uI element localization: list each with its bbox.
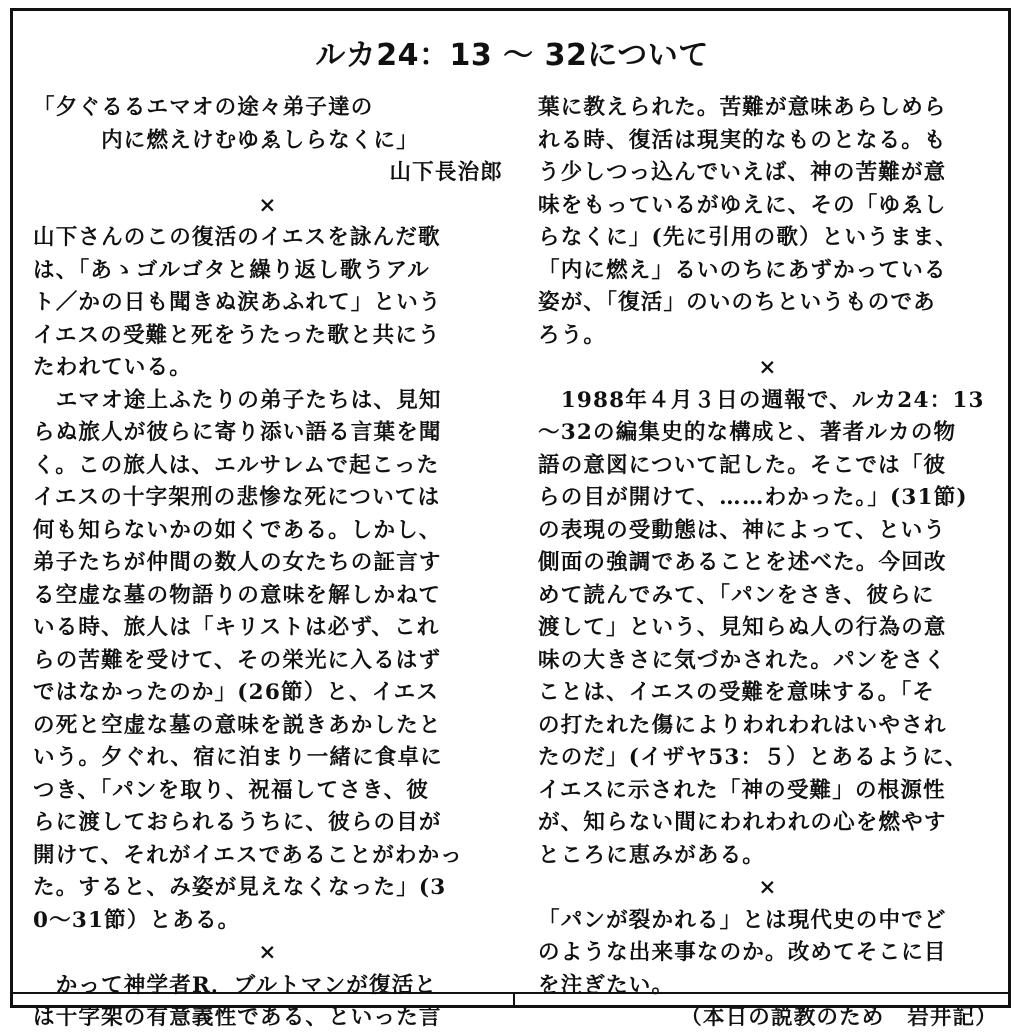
text-line: 0～31節）とある。 (33, 907, 241, 933)
text-line: 山下さんのこの復活のイエスを詠んだ歌 (33, 225, 441, 250)
text-line: ト／かの日も聞きぬ涙あふれて」という (33, 290, 442, 315)
text-line: ろう。 (538, 322, 607, 348)
text-line: 弟子たちが仲間の数人の女たちの証言す (33, 550, 442, 575)
text-line: 葉に教えられた。苦難が意味あらしめら (538, 95, 947, 120)
text-line: 何も知らないかの如くである。しかし、 (33, 517, 442, 543)
text-line: の死と空虚な墓の意味を説きあかしたと (33, 712, 442, 738)
text-line: 内に燃えけむゆゑしらなくに」 (33, 127, 419, 153)
section-separator: × (758, 355, 778, 380)
section-separator: × (758, 875, 778, 900)
text-line: る空虚な墓の物語りの意味を解しかねて (33, 582, 442, 608)
text-line: の表現の受動態は、神によって、という (538, 517, 947, 543)
text-line: らの苦難を受けて、その栄光に入るはず (33, 647, 442, 673)
text-line: たわれている。 (33, 355, 192, 380)
text-line: ～32の編集史的な構成と、著者ルカの物 (538, 420, 957, 445)
text-line: いう。夕ぐれ、宿に泊まり一緒に食卓に (33, 745, 443, 770)
text-line: 側面の強調であることを述べた。今回改 (538, 550, 947, 575)
text-line: らの目が開けて、……わかった。」(31節) (538, 485, 968, 510)
text-line: イエスの受難と死をうたった歌と共にう (33, 322, 441, 348)
text-line: 開けて、それがイエスであることがわかっ (33, 842, 464, 868)
text-line: 姿が、「復活」のいのちというものであ (538, 290, 936, 315)
text-line: た。すると、み姿が見えなくなった」(3 (33, 875, 447, 900)
text-line: を注ぎたい。 (538, 972, 675, 998)
text-line: う少しつっ込んでいえば、神の苦難が意 (538, 160, 947, 185)
text-line: 「内に燃え」るいのちにあずかっている (538, 257, 947, 283)
text-line: らに渡しておられるうちに、彼らの目が (33, 810, 442, 835)
text-line: いる時、旅人は「キリストは必ず、これ (33, 615, 440, 640)
text-line: エマオ途上ふたりの弟子たちは、見知 (33, 387, 442, 413)
text-line: 1988年４月３日の週報で、ルカ24：13 (538, 387, 985, 413)
text-line: 「夕ぐるるエマオの途々弟子達の (33, 95, 374, 120)
right-column (538, 92, 998, 1035)
text-line: ではなかったのか」(26節）と、イエス (33, 680, 440, 705)
text-line: 語の意図について記した。そこでは「彼 (538, 452, 947, 478)
text-line: の打たれた傷によりわれわれはいやされ (538, 712, 947, 738)
text-line: は十字架の有意義性である、といった言 (33, 1005, 442, 1030)
text-line: かって神学者R．ブルトマンが復活と (33, 972, 438, 998)
text-line: らなくに」(先に引用の歌）というまま、 (538, 225, 958, 250)
text-line: つき、「パンを取り、祝福してさき、彼 (33, 777, 430, 803)
text-line: 味をもっているがゆえに、その「ゆゑし (538, 192, 947, 218)
left-column (33, 92, 503, 1035)
text-line: めて読んでみて、「パンをさき、彼らに (538, 582, 935, 608)
text-line: 渡して」という、見知らぬ人の行為の意 (538, 615, 947, 640)
text-line: イエスに示された「神の受難」の根源性 (538, 777, 946, 803)
text-line: のような出来事なのか。改めてそこに目 (538, 940, 947, 965)
text-line: ところに恵みがある。 (538, 842, 766, 868)
text-line: れる時、復活は現実的なものとなる。も (538, 127, 947, 153)
text-line: たのだ」(イザヤ53：５）とあるように、 (538, 745, 968, 770)
text-line: ことは、イエスの受難を意味する。「そ (538, 680, 935, 705)
text-line: イエスの十字架刑の悲惨な死については (33, 485, 441, 510)
text-line: 山下長治郎 (389, 160, 503, 185)
text-line: が、知らない間にわれわれの心を燃やす (538, 810, 947, 835)
text-line: 「パンが裂かれる」とは現代史の中でど (538, 907, 947, 933)
text-line: らぬ旅人が彼らに寄り添い語る言葉を聞 (33, 420, 442, 445)
text-line: く。この旅人は、エルサレムで起こった (33, 452, 440, 478)
text-line: 味の大きさに気づかされた。パンをさく (538, 647, 947, 673)
section-separator: × (258, 940, 278, 965)
text-line: は、「あゝゴルゴタと繰り返し歌うアル (33, 257, 430, 283)
section-separator: × (258, 192, 278, 218)
bottom-rule (10, 992, 1011, 994)
page-title: ルカ24：13 ～ 32について (315, 38, 709, 73)
bottom-divider (513, 992, 515, 1008)
text-line: （本日の説教のため 岩井記） (680, 1005, 998, 1030)
